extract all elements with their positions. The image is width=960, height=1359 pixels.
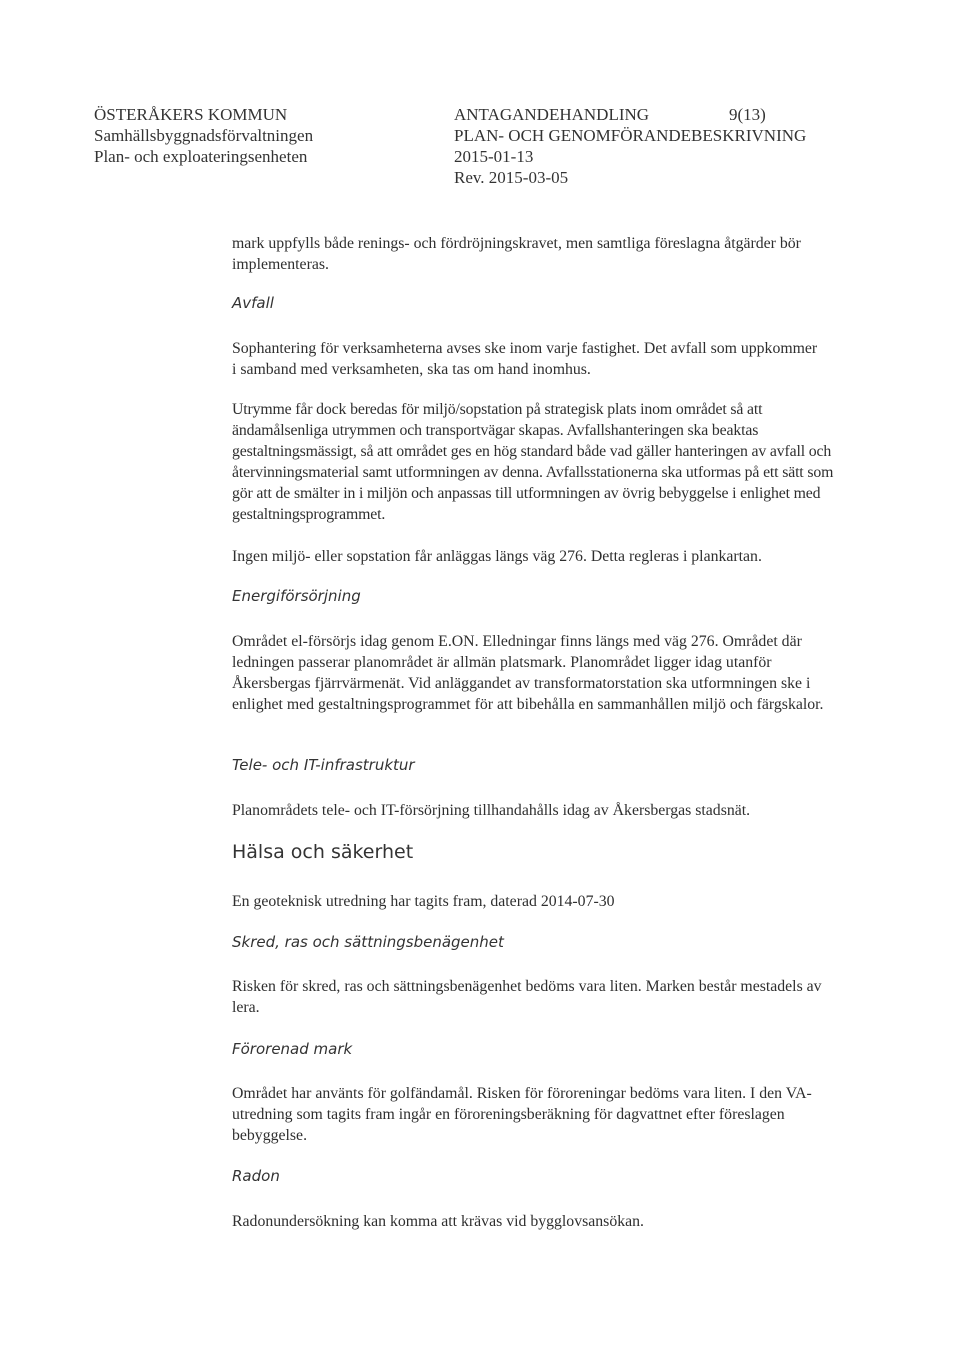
paragraph-energiforsorjning: Området el-försörjs idag genom E.ON. Elledningar finns längs med väg 276. Området där ledningen passerar planområdet är allmän platsmark. Planområdet ligger idag utanför Åkersbergas fjärrvärmenät. Vid anläggandet av transformatorstation ska utformningen ske i enlighet med gestaltningsprogrammet för att bibehålla en sammanhållen miljö och färgskalor. [232, 633, 824, 713]
paragraph-tele-it: Planområdets tele- och IT-försörjning tillhandahålls idag av Åkersbergas stadsnät. [232, 802, 751, 819]
heading-tele-it: Tele- och IT-infrastruktur [232, 756, 415, 774]
paragraph-fororenad-mark: Området har använts för golfändamål. Risken för föroreningar bedöms vara liten. I den VA-utredning som tagits fram ingår en föroreningsberäkning för dagvattnet efter föreslagen bebyggelse. [232, 1085, 812, 1144]
heading-energiforsorjning: Energiförsörjning [232, 587, 361, 605]
paragraph-skred: Risken för skred, ras och sättningsbenägenhet bedöms vara liten. Marken består mestadels av lera. [232, 978, 822, 1016]
paragraph-avfall-3: Ingen miljö- eller sopstation får anläggas längs väg 276. Detta regleras i plankartan. [232, 548, 762, 565]
document-date: 2015-01-13 [454, 147, 534, 166]
page-number: 9(13) [729, 105, 766, 124]
paragraph-radon: Radonundersökning kan komma att krävas vid bygglovsansökan. [232, 1213, 644, 1230]
heading-halsa-sakerhet: Hälsa och säkerhet [232, 841, 414, 863]
document-title: PLAN- OCH GENOMFÖRANDEBESKRIVNING [454, 126, 807, 145]
paragraph-avfall-2: Utrymme får dock beredas för miljö/sopstation på strategisk plats inom området så att ändamålsenliga utrymmen och transportvägar skapas. Avfallshanteringen ska beaktas gestaltningsmässigt, så att området ges en hög standard både vad gäller hanteringen av avfall och återvinningsmaterial samt utformningen av denna. Avfallsstationerna ska utformas på ett sätt som gör att de smälter in i miljön och anpassas till utformningen av övrig bebyggelse i enlighet med gestaltningsprogrammet. [232, 401, 834, 523]
paragraph-intro: mark uppfylls både renings- och fördröjningskravet, men samtliga föreslagna åtgärder bör implementeras. [232, 235, 801, 273]
unit-name: Plan- och exploateringsenheten [94, 147, 308, 166]
paragraph-halsa-sakerhet: En geoteknisk utredning har tagits fram, daterad 2014-07-30 [232, 893, 615, 910]
heading-fororenad-mark: Förorenad mark [232, 1040, 353, 1058]
department-name: Samhällsbyggnadsförvaltningen [94, 126, 314, 145]
header-right [454, 104, 844, 188]
municipality-name: ÖSTERÅKERS KOMMUN [94, 105, 288, 124]
revision-date: Rev. 2015-03-05 [454, 168, 569, 187]
document-type: ANTAGANDEHANDLING [454, 105, 650, 124]
heading-radon: Radon [232, 1167, 280, 1185]
heading-skred: Skred, ras och sättningsbenägenhet [232, 933, 504, 951]
header-left [94, 104, 313, 167]
paragraph-avfall-1: Sophantering för verksamheterna avses ske inom varje fastighet. Det avfall som uppkommer i samband med verksamheten, ska tas om hand inomhus. [232, 340, 818, 378]
heading-avfall: Avfall [232, 294, 274, 312]
